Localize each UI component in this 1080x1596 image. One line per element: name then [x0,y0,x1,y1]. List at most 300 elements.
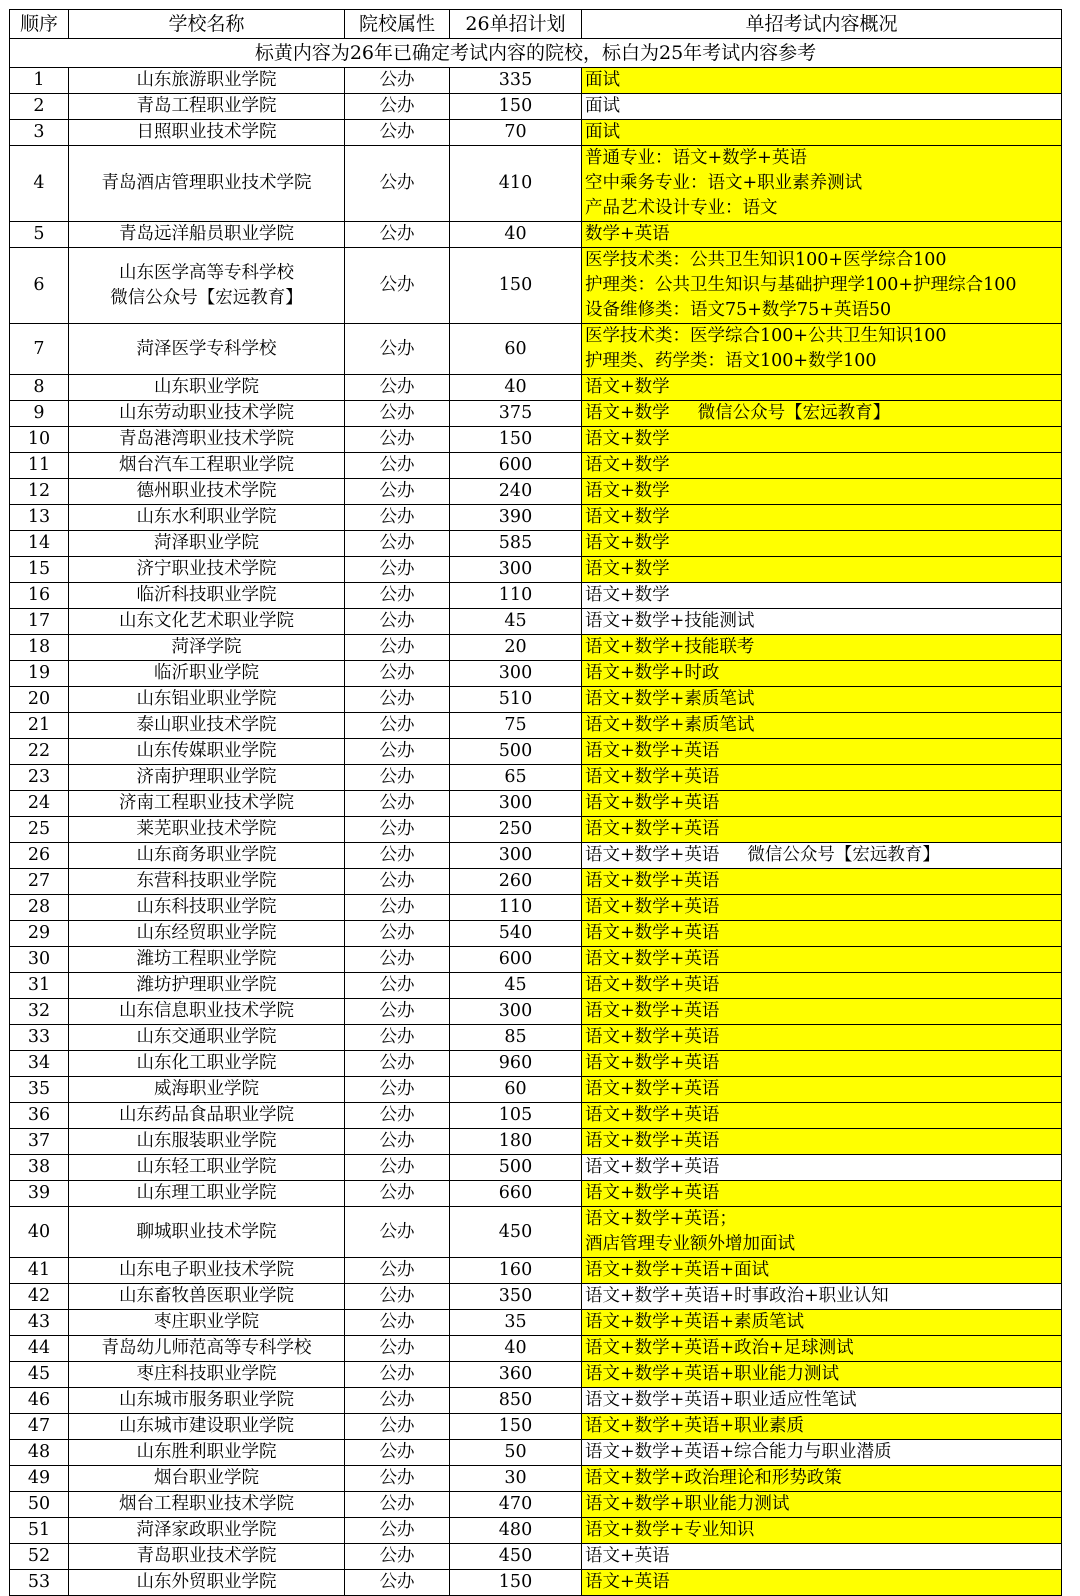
exam-content-line [585,94,1061,119]
school-type: 公办 [345,609,450,635]
row-seq: 25 [10,817,69,843]
exam-content-text: 语文+数学 [585,481,670,501]
row-seq: 46 [10,1388,69,1414]
plan-count: 150 [450,1570,582,1596]
row-seq: 50 [10,1492,69,1518]
school-name [69,1025,345,1051]
exam-content [582,765,1062,791]
school-name [69,1414,345,1440]
plan-count: 40 [450,222,582,248]
table-row [10,1103,1062,1129]
school-type: 公办 [345,1077,450,1103]
school-name-line: 潍坊护理职业学院 [136,975,277,995]
exam-content [582,1336,1062,1362]
plan-count: 45 [450,973,582,999]
exam-content-text: 语文+数学+英语； [585,1209,737,1229]
school-name-line: 菏泽医学专科学校 [136,338,277,359]
table-row [10,1440,1062,1466]
row-seq: 49 [10,1466,69,1492]
exam-content [582,635,1062,661]
row-seq: 53 [10,1570,69,1596]
row-seq: 23 [10,765,69,791]
exam-content-text: 普通专业：语文+数学+英语 [585,148,807,168]
school-name-line: 莱芜职业技术学院 [136,819,277,839]
school-name-line: 山东医学高等专科学校 [119,262,294,283]
school-name [69,479,345,505]
table-row [10,453,1062,479]
row-seq: 37 [10,1129,69,1155]
exam-content [582,1414,1062,1440]
exam-content [582,1207,1062,1258]
school-name [69,1570,345,1596]
school-type: 公办 [345,1336,450,1362]
school-name [69,999,345,1025]
exam-content [582,921,1062,947]
exam-content-text: 语文+数学 [585,377,670,397]
school-name-line: 山东服装职业学院 [136,1131,277,1151]
exam-content-text: 语文+数学+英语 [585,1105,720,1125]
school-name-line: 山东轻工职业学院 [136,1157,277,1177]
table-row [10,973,1062,999]
exam-content [582,843,1062,869]
school-name [69,609,345,635]
exam-content-text: 数学+英语 [585,224,670,244]
exam-content-text: 语文+数学+英语+职业适应性笔试 [585,1390,857,1410]
exam-content-text: 语文+数学+英语 [585,975,720,995]
exam-content-text: 语文+数学+英语 [585,1001,720,1021]
school-type: 公办 [345,1362,450,1388]
exam-content [582,1258,1062,1284]
exam-content-text: 语文+数学+英语+素质笔试 [585,1312,804,1332]
school-name [69,1310,345,1336]
exam-content-text: 语文+数学+英语 [585,767,720,787]
plan-count: 70 [450,120,582,146]
exam-content-line [585,196,1061,221]
exam-content-line [585,973,1061,998]
row-seq: 1 [10,68,69,94]
exam-content-line [585,1310,1061,1335]
row-seq: 10 [10,427,69,453]
school-name-line: 青岛幼儿师范高等专科学校 [101,1338,312,1358]
table-row [10,765,1062,791]
school-name [69,869,345,895]
plan-count: 450 [450,1544,582,1570]
school-name [69,375,345,401]
exam-content-line [585,687,1061,712]
exam-content-text: 面试 [585,70,620,90]
school-type: 公办 [345,1051,450,1077]
school-type: 公办 [345,1414,450,1440]
exam-content-text: 语文+数学+英语 [585,819,720,839]
school-name-line: 微信公众号【宏远教育】 [110,287,303,308]
row-seq: 35 [10,1077,69,1103]
exam-content-text: 语文+数学 [585,507,670,527]
exam-content-line [585,324,1061,349]
exam-content-line [585,869,1061,894]
plan-count: 40 [450,1336,582,1362]
school-type: 公办 [345,635,450,661]
exam-content [582,1025,1062,1051]
plan-count: 480 [450,1518,582,1544]
exam-content-text: 面试 [585,122,620,142]
school-name-line: 潍坊工程职业学院 [136,949,277,969]
school-name-line: 济南护理职业学院 [136,767,277,787]
school-name-line: 菏泽职业学院 [154,533,259,553]
exam-content [582,609,1062,635]
school-name [69,1544,345,1570]
school-type: 公办 [345,1258,450,1284]
exam-content-line [585,609,1061,634]
exam-content-text: 语文+数学+时政 [585,663,720,683]
plan-count: 585 [450,531,582,557]
plan-count: 375 [450,401,582,427]
notice-row [10,39,1062,68]
exam-content-line [585,349,1061,374]
plan-count: 260 [450,869,582,895]
exam-content-line [585,1362,1061,1387]
exam-content [582,1518,1062,1544]
plan-count: 30 [450,1466,582,1492]
plan-count: 540 [450,921,582,947]
school-name [69,1336,345,1362]
table-row [10,222,1062,248]
school-name [69,635,345,661]
plan-count: 335 [450,68,582,94]
school-name-line: 菏泽家政职业学院 [136,1520,277,1540]
exam-content-line [585,921,1061,946]
school-name [69,687,345,713]
school-name-line: 山东药品食品职业学院 [119,1105,294,1125]
plan-count: 85 [450,1025,582,1051]
exam-content-line [585,171,1061,196]
school-type: 公办 [345,1284,450,1310]
school-name [69,1492,345,1518]
exam-content-text: 语文+数学+英语 [585,1131,720,1151]
exam-content-line [585,401,1061,426]
table-row [10,713,1062,739]
exam-content-line [585,1518,1061,1543]
exam-content-line [585,999,1061,1024]
school-name-line: 枣庄职业学院 [154,1312,259,1332]
plan-count: 50 [450,1440,582,1466]
admission-table-container [9,9,1061,1596]
exam-content [582,1077,1062,1103]
school-name-line: 济宁职业技术学院 [136,559,277,579]
school-name [69,1466,345,1492]
exam-content-line [585,375,1061,400]
school-type: 公办 [345,921,450,947]
exam-content-text: 产品艺术设计专业：语文 [585,198,778,218]
table-row [10,1544,1062,1570]
table-row [10,1362,1062,1388]
school-name [69,68,345,94]
exam-content-line [585,583,1061,608]
row-seq: 34 [10,1051,69,1077]
table-row [10,120,1062,146]
plan-count: 300 [450,791,582,817]
school-type: 公办 [345,687,450,713]
school-name-line: 山东城市建设职业学院 [119,1416,294,1436]
row-seq: 30 [10,947,69,973]
exam-content-text: 语文+数学 [585,585,670,605]
exam-content-text: 语文+数学+政治理论和形势政策 [585,1468,842,1488]
school-name [69,1258,345,1284]
school-type: 公办 [345,375,450,401]
school-name-line: 泰山职业技术学院 [136,715,277,735]
exam-content-line [585,947,1061,972]
plan-count: 300 [450,661,582,687]
exam-content-line [585,635,1061,660]
table-row [10,1181,1062,1207]
table-row [10,843,1062,869]
plan-count: 150 [450,248,582,324]
table-row [10,947,1062,973]
table-row [10,1258,1062,1284]
row-seq: 22 [10,739,69,765]
school-name-line: 威海职业学院 [154,1079,259,1099]
school-type: 公办 [345,1207,450,1258]
exam-content-line [585,661,1061,686]
table-row [10,1025,1062,1051]
row-seq: 15 [10,557,69,583]
school-type: 公办 [345,1155,450,1181]
school-type: 公办 [345,1440,450,1466]
exam-content-text: 语文+英语 [585,1572,670,1592]
table-row [10,1388,1062,1414]
school-type: 公办 [345,68,450,94]
table-row [10,999,1062,1025]
exam-content-text: 面试 [585,96,620,116]
school-name [69,324,345,375]
school-type: 公办 [345,739,450,765]
row-seq: 48 [10,1440,69,1466]
school-type: 公办 [345,1181,450,1207]
exam-content-line [585,479,1061,504]
exam-content-text: 语文+英语 [585,1546,670,1566]
row-seq: 6 [10,248,69,324]
school-name [69,453,345,479]
wechat-account-note: 微信公众号【宏远教育】 [697,403,891,423]
school-type: 公办 [345,1570,450,1596]
exam-content [582,1388,1062,1414]
exam-content-line [585,1025,1061,1050]
school-name [69,1284,345,1310]
table-row [10,427,1062,453]
exam-content-text: 语文+数学+技能测试 [585,611,755,631]
exam-content [582,1155,1062,1181]
table-row [10,1207,1062,1258]
school-name-line: 山东外贸职业学院 [136,1572,277,1592]
table-row [10,687,1062,713]
plan-count: 60 [450,1077,582,1103]
row-seq: 45 [10,1362,69,1388]
table-row [10,375,1062,401]
plan-count: 240 [450,479,582,505]
school-type: 公办 [345,1492,450,1518]
exam-content [582,453,1062,479]
exam-content [582,1466,1062,1492]
plan-count: 470 [450,1492,582,1518]
school-name [69,1129,345,1155]
table-row [10,817,1062,843]
exam-content [582,1181,1062,1207]
school-name [69,427,345,453]
row-seq: 4 [10,146,69,222]
school-name-line: 青岛港湾职业技术学院 [119,429,294,449]
row-seq: 11 [10,453,69,479]
exam-content-line [585,1155,1061,1180]
exam-content-line [585,248,1061,273]
plan-count: 110 [450,583,582,609]
school-name-line: 东营科技职业学院 [136,871,277,891]
exam-content [582,817,1062,843]
school-name [69,817,345,843]
school-name-line: 日照职业技术学院 [136,122,277,142]
exam-content-text: 语文+数学+英语+政治+足球测试 [585,1338,854,1358]
school-name [69,248,345,324]
school-type: 公办 [345,401,450,427]
school-name-line: 山东城市服务职业学院 [119,1390,294,1410]
school-name [69,843,345,869]
exam-content-line [585,298,1061,323]
row-seq: 29 [10,921,69,947]
row-seq: 20 [10,687,69,713]
exam-content [582,479,1062,505]
school-name-line: 聊城职业技术学院 [136,1221,277,1242]
school-type: 公办 [345,1518,450,1544]
plan-count: 450 [450,1207,582,1258]
plan-count: 150 [450,94,582,120]
exam-content [582,94,1062,120]
school-name [69,973,345,999]
exam-content-line [585,1414,1061,1439]
exam-content-text: 语文+数学+英语 [585,793,720,813]
exam-content-text: 语文+数学+专业知识 [585,1520,755,1540]
row-seq: 2 [10,94,69,120]
school-type: 公办 [345,765,450,791]
exam-content-line [585,843,1061,868]
table-row [10,895,1062,921]
exam-content-line [585,817,1061,842]
plan-count: 360 [450,1362,582,1388]
plan-count: 65 [450,765,582,791]
exam-content-text: 语文+数学+英语 [585,923,720,943]
school-type: 公办 [345,999,450,1025]
row-seq: 8 [10,375,69,401]
plan-count: 180 [450,1129,582,1155]
row-seq: 32 [10,999,69,1025]
school-name-line: 山东文化艺术职业学院 [119,611,294,631]
exam-content-text: 语文+数学+英语 [585,897,720,917]
exam-content-line [585,427,1061,452]
header-seq: 顺序 [10,10,69,39]
school-name [69,895,345,921]
exam-content [582,531,1062,557]
school-name-line: 山东经贸职业学院 [136,923,277,943]
school-name-line: 青岛远洋船员职业学院 [119,224,294,244]
table-row [10,739,1062,765]
row-seq: 13 [10,505,69,531]
exam-content-line [585,1570,1061,1595]
exam-content-text: 语文+数学+技能联考 [585,637,755,657]
school-name [69,1103,345,1129]
exam-content [582,1492,1062,1518]
row-seq: 12 [10,479,69,505]
row-seq: 26 [10,843,69,869]
school-name-line: 山东传媒职业学院 [136,741,277,761]
table-row [10,1077,1062,1103]
exam-content-line [585,1129,1061,1154]
school-name [69,1518,345,1544]
plan-count: 45 [450,609,582,635]
school-name-line: 山东电子职业技术学院 [119,1260,294,1280]
exam-content-line [585,505,1061,530]
exam-content-line [585,739,1061,764]
plan-count: 600 [450,947,582,973]
school-type: 公办 [345,1103,450,1129]
plan-count: 510 [450,687,582,713]
school-name [69,713,345,739]
row-seq: 21 [10,713,69,739]
school-name [69,120,345,146]
admission-table [9,9,1062,1596]
exam-content-line [585,273,1061,298]
school-name [69,1077,345,1103]
exam-content-text: 语文+数学+素质笔试 [585,689,755,709]
exam-content-text: 护理类、药学类：语文100+数学100 [585,351,877,371]
exam-content-text: 语文+数学+素质笔试 [585,715,755,735]
school-name-line: 山东职业学院 [154,377,259,397]
exam-content-text: 语文+数学+英语 [585,949,720,969]
school-name-line: 青岛酒店管理职业技术学院 [101,173,312,193]
exam-content-text: 语文+数学+英语 [585,1027,720,1047]
school-name [69,791,345,817]
school-name [69,1388,345,1414]
row-seq: 33 [10,1025,69,1051]
exam-content [582,1129,1062,1155]
exam-content-line [585,1181,1061,1206]
row-seq: 19 [10,661,69,687]
table-row [10,1336,1062,1362]
school-type: 公办 [345,583,450,609]
school-type: 公办 [345,120,450,146]
school-name [69,1207,345,1258]
table-row [10,1466,1062,1492]
table-row [10,583,1062,609]
school-type: 公办 [345,1025,450,1051]
exam-content-line [585,557,1061,582]
exam-content [582,1284,1062,1310]
exam-content [582,687,1062,713]
header-exam-content: 单招考试内容概况 [582,10,1062,39]
school-name-line: 山东交通职业学院 [136,1027,277,1047]
school-type: 公办 [345,505,450,531]
row-seq: 14 [10,531,69,557]
school-type: 公办 [345,1310,450,1336]
exam-content-line [585,1258,1061,1283]
school-name-line: 山东铝业职业学院 [136,689,277,709]
table-row [10,661,1062,687]
exam-content-text: 语文+数学+英语 [585,1183,720,1203]
row-seq: 17 [10,609,69,635]
school-name [69,1051,345,1077]
row-seq: 38 [10,1155,69,1181]
school-type: 公办 [345,817,450,843]
school-name [69,583,345,609]
school-name-line: 烟台职业学院 [154,1468,259,1488]
row-seq: 40 [10,1207,69,1258]
school-name-line: 青岛职业技术学院 [136,1546,277,1566]
